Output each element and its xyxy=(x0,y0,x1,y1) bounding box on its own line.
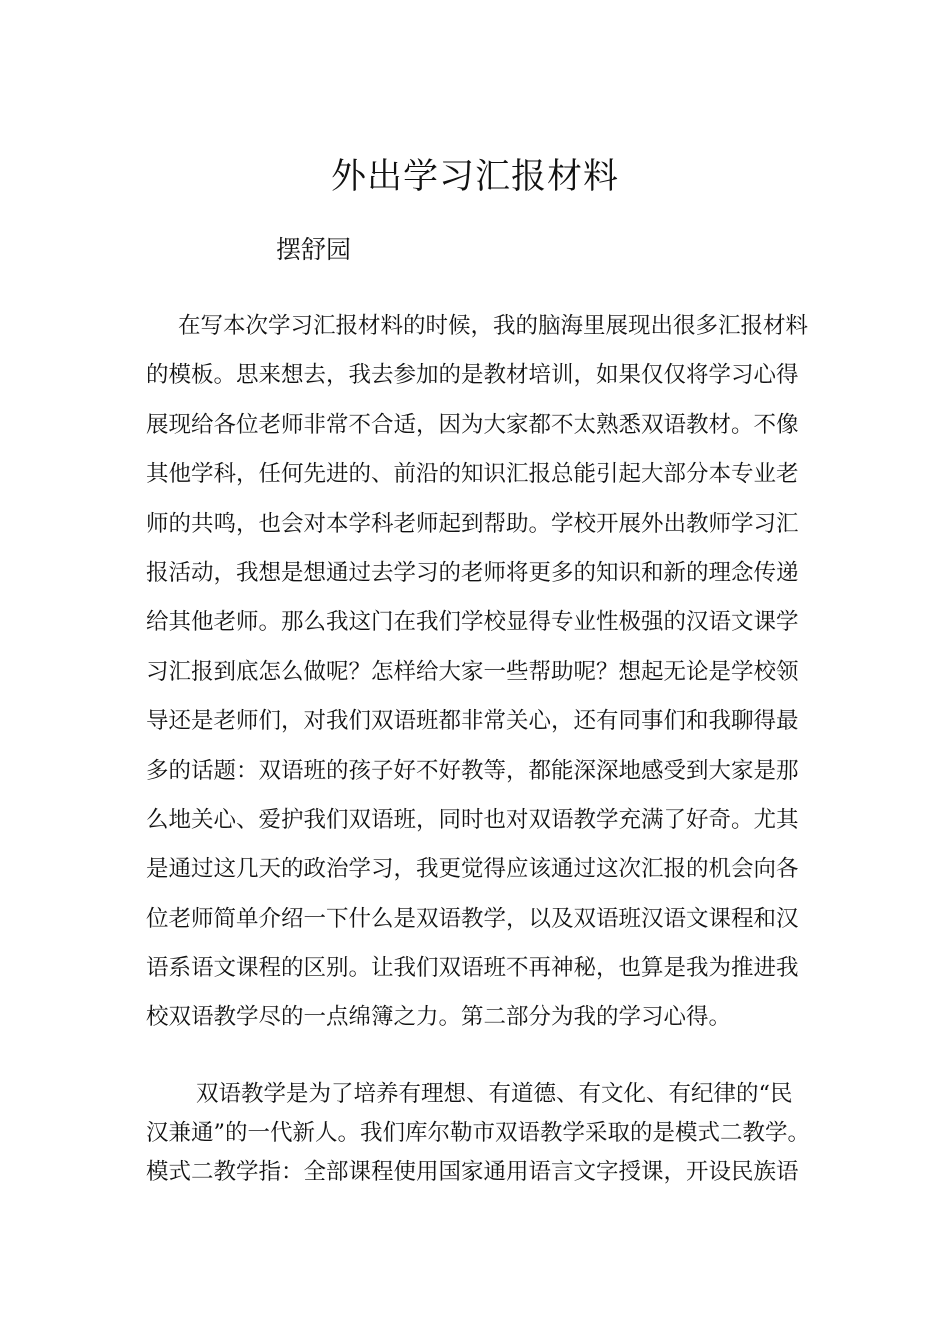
paragraph-line: 其他学科，任何先进的、前沿的知识汇报总能引起大部分本专业老 xyxy=(146,461,799,488)
paragraph-line: 导还是老师们，对我们双语班都非常关心，还有同事们和我聊得最 xyxy=(146,708,799,735)
author-name: 摆舒园 xyxy=(276,235,352,264)
paragraph-line: 位老师简单介绍一下什么是双语教学，以及双语班汉语文课程和汉 xyxy=(146,905,799,932)
paragraph-line: 语系语文课程的区别。让我们双语班不再神秘，也算是我为推进我 xyxy=(146,955,799,982)
paragraph-line: 报活动，我想是想通过去学习的老师将更多的知识和新的理念传递 xyxy=(146,559,799,586)
paragraph-line: 模式二教学指：全部课程使用国家通用语言文字授课，开设民族语 xyxy=(146,1159,799,1185)
paragraph-line: 在写本次学习汇报材料的时候，我的脑海里展现出很多汇报材料 xyxy=(178,313,809,339)
paragraph-bilingual xyxy=(146,1076,826,1193)
paragraph-line: 展现给各位老师非常不合适，因为大家都不太熟悉双语教材。不像 xyxy=(146,411,799,438)
paragraph-line: 师的共鸣，也会对本学科老师起到帮助。学校开展外出教师学习汇 xyxy=(146,510,799,537)
paragraph-line: 的模板。思来想去，我去参加的是教材培训，如果仅仅将学习心得 xyxy=(146,362,799,389)
paragraph-line: 习汇报到底怎么做呢？怎样给大家一些帮助呢？想起无论是学校领 xyxy=(146,658,799,685)
paragraph-line: 汉兼通”的一代新人。我们库尔勒市双语教学采取的是模式二教学。 xyxy=(146,1120,811,1146)
paragraph-line: 么地关心、爱护我们双语班，同时也对双语教学充满了好奇。尤其 xyxy=(146,806,799,833)
paragraph-line: 是通过这几天的政治学习，我更觉得应该通过这次汇报的机会向各 xyxy=(146,856,799,883)
document-title: 外出学习汇报材料 xyxy=(330,157,619,197)
paragraph-line: 校双语教学尽的一点绵簿之力。第二部分为我的学习心得。 xyxy=(146,1004,732,1031)
paragraph-line: 双语教学是为了培养有理想、有道德、有文化、有纪律的“民 xyxy=(196,1081,793,1107)
paragraph-line: 给其他老师。那么我这门在我们学校显得专业性极强的汉语文课学 xyxy=(146,609,799,636)
paragraph-line: 多的话题：双语班的孩子好不好教等，都能深深地感受到大家是那 xyxy=(146,757,799,784)
paragraph-intro xyxy=(146,308,826,1049)
